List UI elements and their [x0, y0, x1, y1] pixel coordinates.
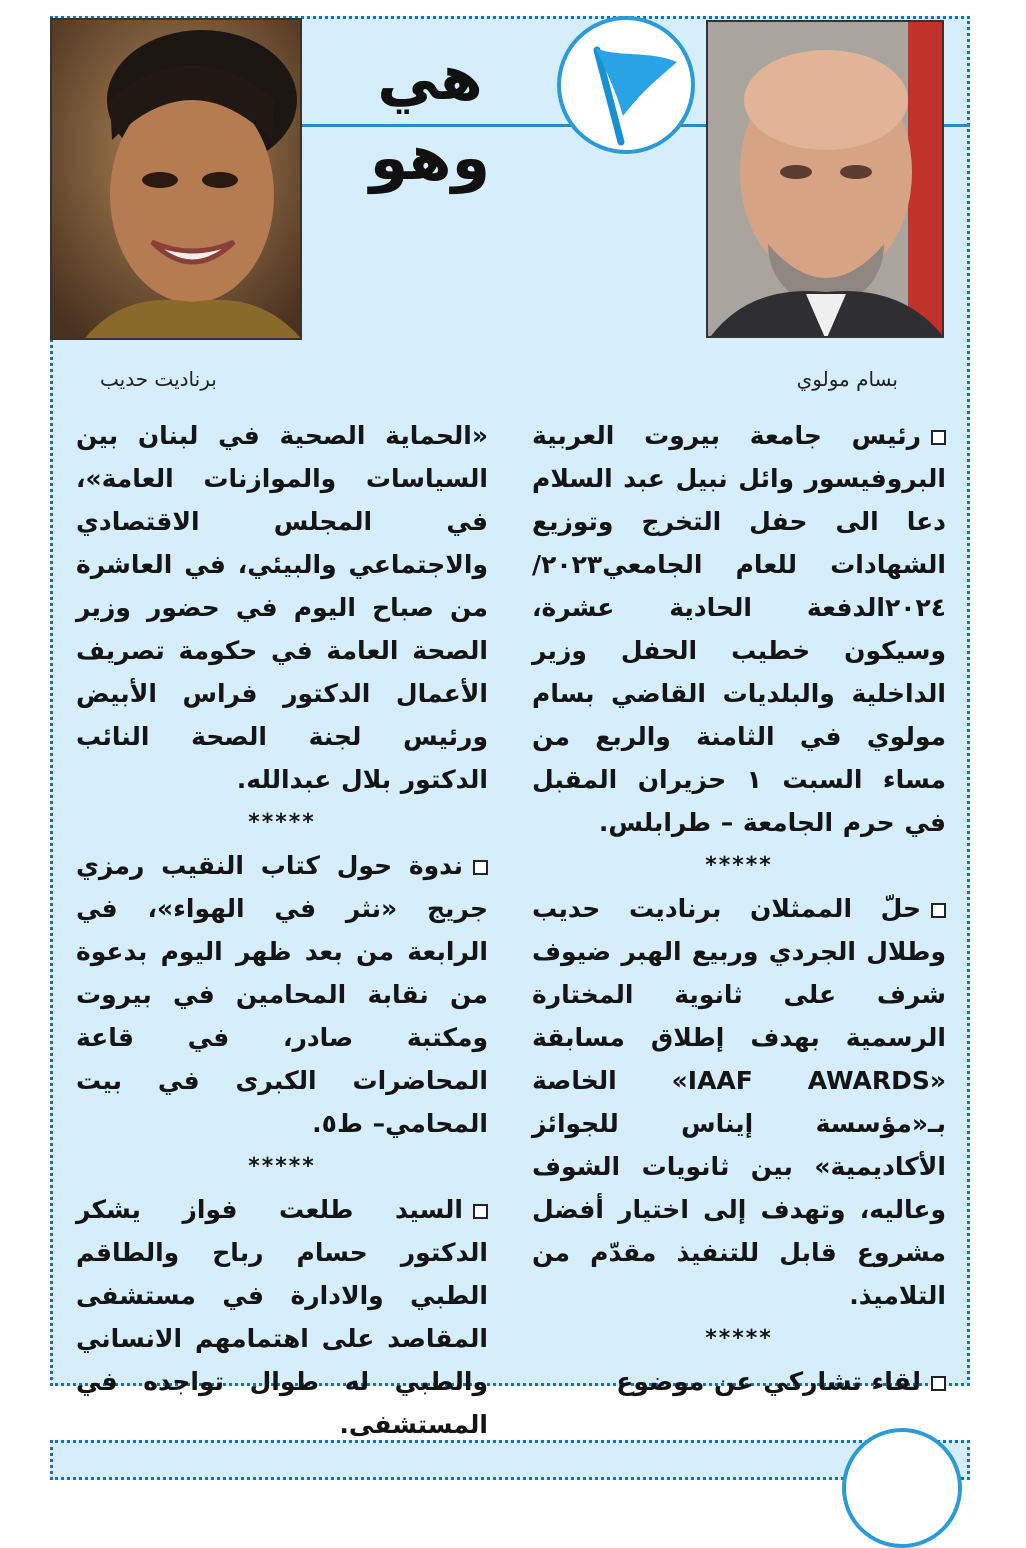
bassam-mawlawi-photo — [706, 20, 944, 338]
news-item — [532, 887, 946, 1317]
news-item — [76, 414, 488, 801]
bullet-box-icon — [931, 1376, 946, 1391]
news-item-text: رئيس جامعة بيروت العربية البروفيسور وائل نبيل عبد السلام دعا الى حفل التخرج وتوزيع الشهادات للعام الجامعي٢٠٢٣/ ٢٠٢٤الدفعة الحادية عشرة، وسيكون خطيب الحفل وزير الداخلية والبلديات القاضي بسام مولوي في الثامنة والربع من مساء السبت ١ حزيران المقبل في حرم الجامعة – طرابلس. — [532, 421, 946, 837]
bernadette-hdeib-photo — [50, 18, 302, 340]
next-panel — [50, 1440, 970, 1480]
news-item-text: ***** — [705, 853, 773, 878]
bullet-box-icon — [473, 1204, 488, 1219]
separator-stars — [76, 1145, 488, 1188]
news-item-text: حلّ الممثلان برناديت حديب وطلال الجردي وربيع الهبر ضيوف شرف على ثانوية المختارة الرسمية بهدف إطلاق مسابقة «IAAF AWARDS» الخاصة بـ«مؤسسة إيناس للجوائز الأكاديمية» بين ثانويات الشوف وعاليه، وتهدف إلى اختيار أفضل مشروع قابل للتنفيذ مقدّم من التلاميذ. — [532, 894, 946, 1310]
news-item-text: «الحماية الصحية في لبنان بين السياسات والموازنات العامة»، في المجلس الاقتصادي والاجتماعي والبيئي، في العاشرة من صباح اليوم في حضور وزير الصحة العامة في حكومة تصريف الأعمال الدكتور فراس الأبيض ورئيس لجنة الصحة النائب الدكتور بلال عبدالله. — [76, 421, 488, 794]
news-item-text: ***** — [248, 810, 316, 835]
page-title: هي وهو — [369, 41, 491, 194]
news-item-text: السيد طلعت فواز يشكر الدكتور حسام رباح والطاقم الطبي والادارة في مستشفى المقاصد على اهتمامهم الانساني والطبي له طوال تواجده في المستشفى. — [76, 1195, 488, 1439]
news-item-text: لقاء تشاركي عن موضوع — [616, 1367, 921, 1396]
flag-logo-icon — [557, 16, 695, 154]
right-news-column — [532, 414, 946, 1403]
left-photo-caption: برناديت حديب — [100, 367, 217, 391]
separator-stars — [76, 801, 488, 844]
news-item — [532, 1360, 946, 1403]
news-item-text: ***** — [705, 1326, 773, 1351]
separator-stars — [532, 844, 946, 887]
news-item-text: ***** — [248, 1154, 316, 1179]
bullet-box-icon — [473, 860, 488, 875]
left-news-column — [76, 414, 488, 1446]
news-item — [76, 844, 488, 1145]
next-flag-logo — [842, 1428, 962, 1548]
news-item-text: ندوة حول كتاب النقيب رمزي جريج «نثر في الهواء»، في الرابعة من بعد ظهر اليوم بدعوة من نقابة المحامين في بيروت ومكتبة صادر، في قاعة المحاضرات الكبرى في بيت المحامي– ط٥. — [76, 851, 488, 1138]
bullet-box-icon — [931, 430, 946, 445]
news-item — [76, 1188, 488, 1446]
separator-stars — [532, 1317, 946, 1360]
news-item — [532, 414, 946, 844]
right-photo-caption: بسام مولوي — [796, 367, 898, 391]
bullet-box-icon — [931, 903, 946, 918]
